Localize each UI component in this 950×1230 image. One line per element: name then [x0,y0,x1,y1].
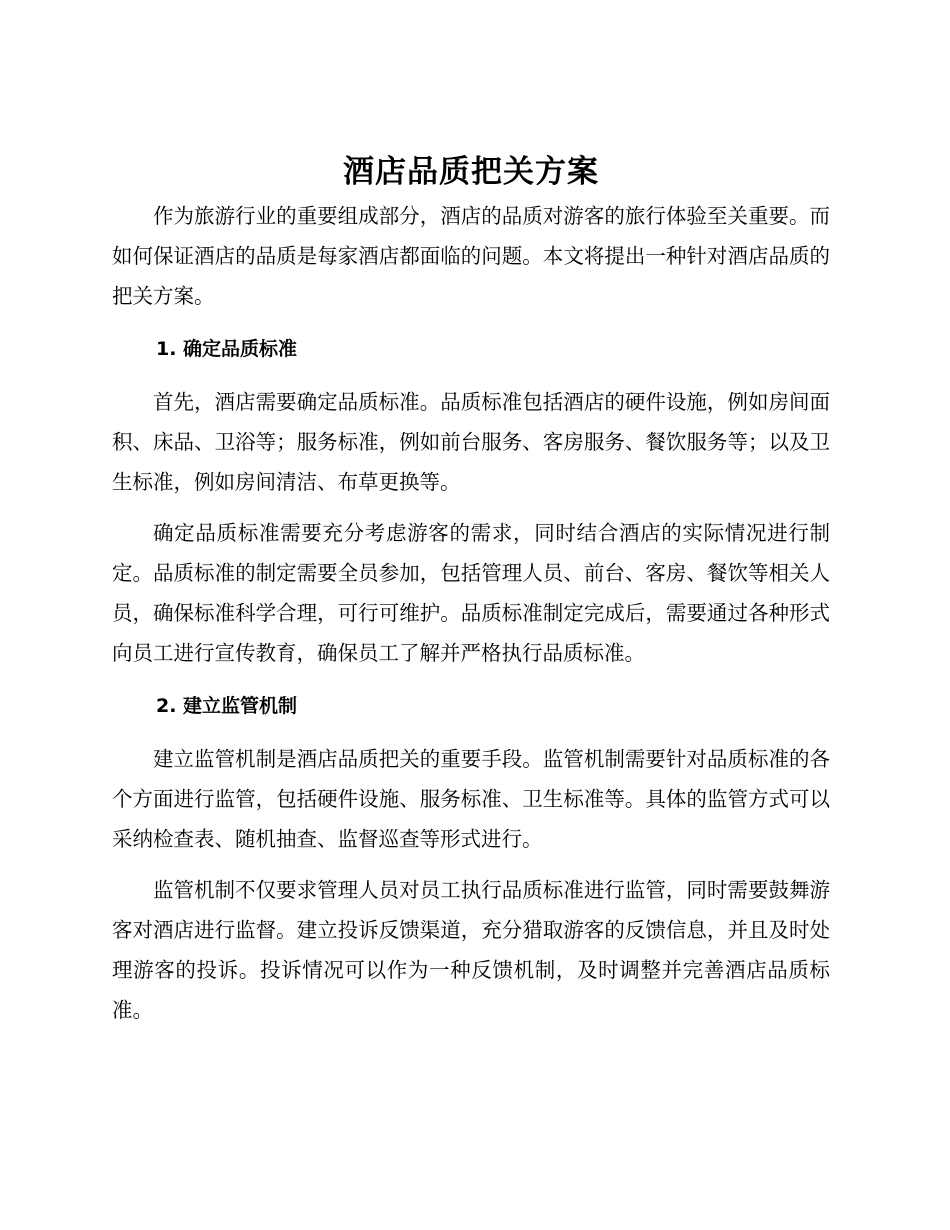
section-heading-2: 2. 建立监管机制 [156,695,298,717]
section-1-paragraph-1: 首先，酒店需要确定品质标准。品质标准包括酒店的硬件设施，例如房间面积、床品、卫浴等；服务标准，例如前台服务、客房服务、餐饮服务等；以及卫生标准，例如房间清洁、布草更换等。 [112,390,830,494]
section-1 [112,329,830,673]
document-title: 酒店品质把关方案 [343,154,599,190]
section-2-paragraph-2: 监管机制不仅要求管理人员对员工执行品质标准进行监管，同时需要鼓舞游客对酒店进行监督。建立投诉反馈渠道，充分猎取游客的反馈信息，并且及时处理游客的投诉。投诉情况可以作为一种反馈机制，及时调整并完善酒店品质标准。 [112,878,830,1022]
section-2 [112,686,830,1030]
section-2-paragraph-1: 建立监管机制是酒店品质把关的重要手段。监管机制需要针对品质标准的各个方面进行监管，包括硬件设施、服务标准、卫生标准等。具体的监管方式可以采纳检查表、随机抽查、监督巡查等形式进行。 [112,747,830,851]
section-heading-1: 1. 确定品质标准 [156,338,298,360]
section-1-paragraph-2: 确定品质标准需要充分考虑游客的需求，同时结合酒店的实际情况进行制定。品质标准的制定需要全员参加，包括管理人员、前台、客房、餐饮等相关人员，确保标准科学合理，可行可维护。品质标准制定完成后，需要通过各种形式向员工进行宣传教育，确保员工了解并严格执行品质标准。 [112,521,830,665]
intro-paragraph: 作为旅游行业的重要组成部分，酒店的品质对游客的旅行体验至关重要。而如何保证酒店的品质是每家酒店都面临的问题。本文将提出一种针对酒店品质的把关方案。 [112,204,830,308]
